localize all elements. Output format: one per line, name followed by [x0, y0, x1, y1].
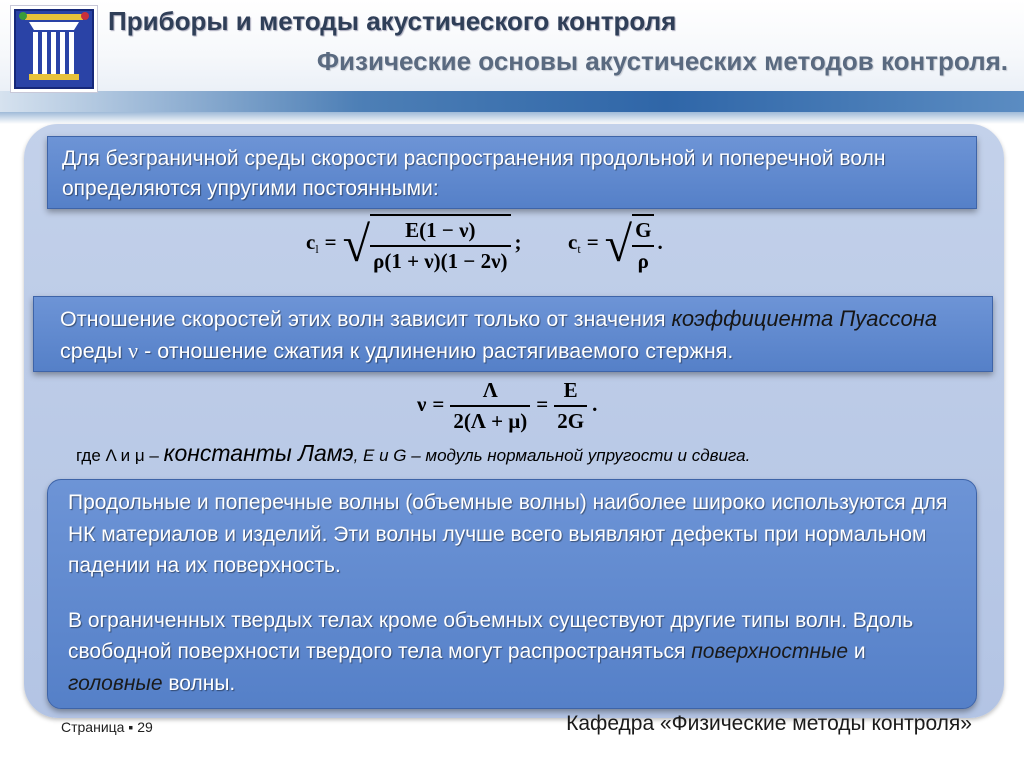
poisson-text: Отношение скоростей этих волн зависит только от значения коэффициента Пуассона среды ν - отношение сжатия к удлинению растягиваемого стержня. [60, 306, 938, 363]
cl-subscript: l [315, 241, 319, 256]
department-name: Кафедра «Физические методы контроля» [566, 712, 972, 735]
nu-lhs: ν [417, 391, 427, 416]
ct-subscript: t [577, 241, 581, 256]
intro-text: Для безграничной среды скорости распространения продольной и поперечной волн определяются упругими постоянными: [62, 147, 886, 200]
cl-symbol: c [306, 229, 316, 254]
page-number: Страница ▪ 29 [61, 719, 153, 735]
poisson-coefficient-term: коэффициента Пуассона [671, 306, 938, 331]
lame-constants-term: константы Ламэ [163, 440, 354, 466]
ct-numerator: G [635, 218, 652, 242]
wave-types-box [47, 479, 977, 709]
wave-speed-formula: $c_l$ = √ $\frac{E(1 - \nu)}{\rho(1 + \nu)(1 - 2\nu)}$ ; $c_t$ = √ $\frac{G}{\rho}$ . [306, 216, 663, 273]
lame-constants-line: где Λ и μ – константы Ламэ, E и G – модуль нормальной упругости и сдвига. [76, 440, 751, 466]
formula-separator: ; [514, 229, 522, 254]
intro-box [47, 136, 977, 209]
formula-end: . [657, 229, 663, 254]
university-building-icon [10, 5, 98, 93]
wave-types-para-2: В ограниченных твердых телах кроме объемных существуют другие типы волн. Вдоль свободной поверхности твердого тела могут распространяться поверхностные и головные волны. [68, 608, 914, 695]
slide-subtitle: Физические основы акустических методов контроля. [316, 46, 1008, 76]
header-band-fade [0, 112, 1024, 124]
surface-waves-term: поверхностные [691, 640, 849, 663]
poisson-formula-end: . [592, 391, 598, 416]
nu-symbol: ν [128, 338, 139, 363]
lame-fraction-denominator: 2(Λ + μ) [450, 405, 530, 434]
cl-numerator: E(1 − ν) [405, 218, 476, 242]
lame-fraction-numerator: Λ [482, 378, 498, 402]
head-waves-term: головные [68, 671, 163, 695]
slide-title: Приборы и методы акустического контроля [108, 6, 677, 36]
ct-symbol: c [568, 229, 578, 254]
poisson-box [33, 296, 993, 372]
poisson-formula: ν = $\frac{\Lambda}{2(\Lambda + \mu)}$ = $\frac{E}{2G}$ . [417, 378, 598, 433]
ct-denominator: ρ [632, 245, 654, 274]
wave-types-para-1: Продольные и поперечные волны (объемные волны) наиболее широко используются для НК материалов и изделий. Эти волны лучше всего выявляют дефекты при нормальном падении на их поверхность. [68, 491, 948, 577]
modulus-fraction-numerator: E [563, 378, 578, 402]
modulus-fraction-denominator: 2G [554, 405, 587, 434]
cl-denominator: ρ(1 + ν)(1 − 2ν) [370, 245, 510, 274]
